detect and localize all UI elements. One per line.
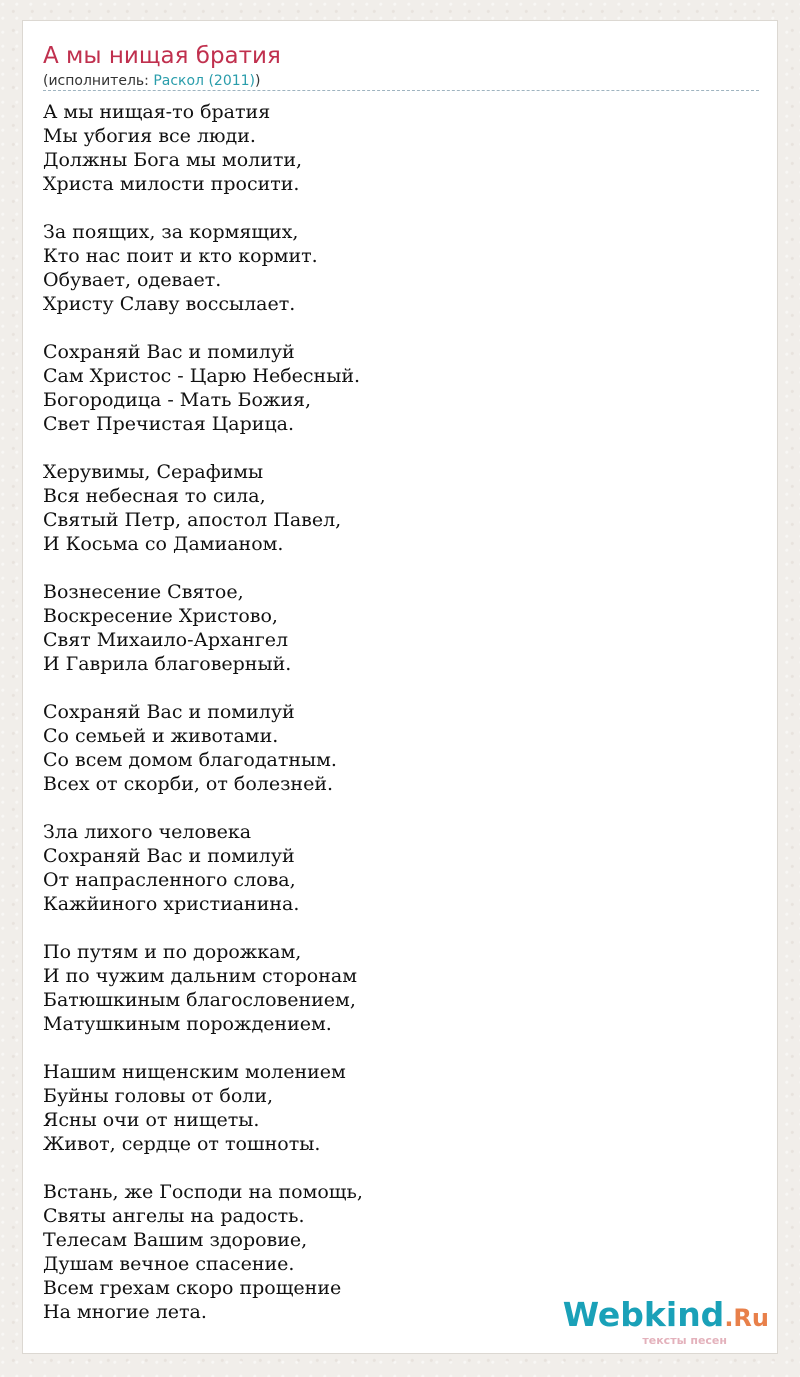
artist-link[interactable]: Раскол (2011)	[153, 73, 256, 89]
title-divider	[43, 90, 759, 91]
logo-tagline: тексты песен	[642, 1334, 727, 1347]
lyrics-card	[22, 20, 778, 1354]
meta-suffix: )	[255, 73, 261, 89]
meta-prefix: (исполнитель:	[43, 73, 154, 89]
site-logo[interactable]	[562, 1295, 769, 1347]
logo-wordmark	[562, 1295, 769, 1335]
song-title: А мы нищая братия	[43, 43, 281, 69]
logo-ru-text: .Ru	[724, 1304, 769, 1332]
logo-main-text: Webkind	[562, 1295, 725, 1334]
lyrics-text: А мы нищая-то братия Мы убогия все люди. Должны Бога мы молити, Христа милости просити. За поящих, за кормящих, Кто нас поит и кто кормит. Обувает, одевает. Христу Славу воссылает. Сохраняй Вас и помилуй Сам Христос - Царю Небесный. Богородица - Мать Божия, Свет Пречистая Царица. Херувимы, Серафимы Вся небесная то сила, Святый Петр, апостол Павел, И Косьма со Дамианом. Вознесение Святое, Воскресение Христово, Свят Михаило-Архангел И Гаврила благоверный. Сохраняй Вас и помилуй Со семьей и животами. Со всем домом благодатным. Всех от скорби, от болезней. Зла лихого человека Сохраняй Вас и помилуй От напрасленного слова, Кажйиного христианина. По путям и по дорожкам, И по чужим дальним сторонам Батюшкиным благословением, Матушкиным порождением. Нашим нищенским молением Буйны головы от боли, Ясны очи от нищеты. Живот, сердце от тошноты. Встань, же Господи на помощь, Святы ангелы на радость. Телесам Вашим здоровие, Душам вечное спасение. Всем грехам скоро прощение На многие лета.	[43, 101, 363, 1323]
song-meta	[43, 72, 260, 90]
